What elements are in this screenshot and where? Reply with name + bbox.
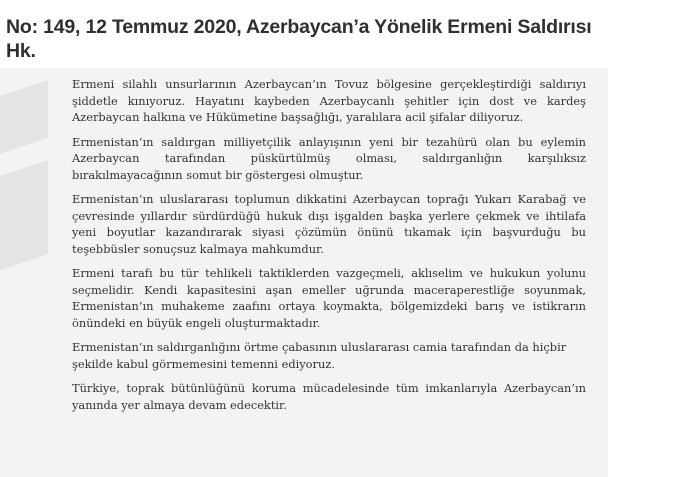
paragraph: Türkiye, toprak bütünlüğünü koruma mücadelesinde tüm imkanlarıyla Azerbaycan’ın yanında yer almaya devam edecektir. <box>72 381 586 412</box>
paragraph: Ermenistan’ın saldırgan milliyetçilik anlayışının yeni bir tezahürü olan bu eylemin Azerbaycan tarafından püskürtülmüş olması, saldırganlığın karşılıksız bırakılmayacağının somut bir göstergesi olmuştur. <box>72 134 586 182</box>
paragraph: Ermeni tarafı bu tür tehlikeli taktiklerden vazgeçmeli, aklıselim ve hukukun yolunu seçmelidir. Kendi kapasitesini aşan emeller uğrunda maceraperestliğe soyunmak, Ermenistan’ın muhakeme zaafını ortaya koymakta, bölgemizdeki barış ve istikrarın önündeki en büyük engeli oluşturmaktadır. <box>72 266 586 330</box>
content-panel <box>0 68 608 477</box>
paragraph: Ermenistan’ın saldırganlığını örtme çabasının uluslararası camia tarafından da hiçbir şekilde kabul görmemesini temenni ediyoruz. <box>72 340 567 371</box>
paragraph: Ermenistan’ın uluslararası toplumun dikkatini Azerbaycan toprağı Yukarı Karabağ ve çevresinde yıllardır sürdürdüğü hukuk dışı işgalden başka yerlere çekmek ve ihtilafa yeni boyutlar kazandırarak siyasi çözümün önünü tıkamak için başvurduğu bu teşebbüsler sonuçsuz kalmaya mahkumdur. <box>72 192 586 256</box>
article-body <box>72 76 586 421</box>
paragraph: Ermeni silahlı unsurlarının Azerbaycan’ın Tovuz bölgesine gerçekleştirdiği saldırıyı şiddetle kınıyoruz. Hayatını kaybeden Azerbaycanlı şehitler için dost ve kardeş Azerbaycan halkına ve Hükümetine başsağlığı, yaralılara acil şifalar diliyoruz. <box>72 77 586 124</box>
watermark-logo-icon <box>0 80 60 270</box>
page-title: No: 149, 12 Temmuz 2020, Azerbaycan’a Yönelik Ermeni Saldırısı Hk. <box>6 16 592 62</box>
